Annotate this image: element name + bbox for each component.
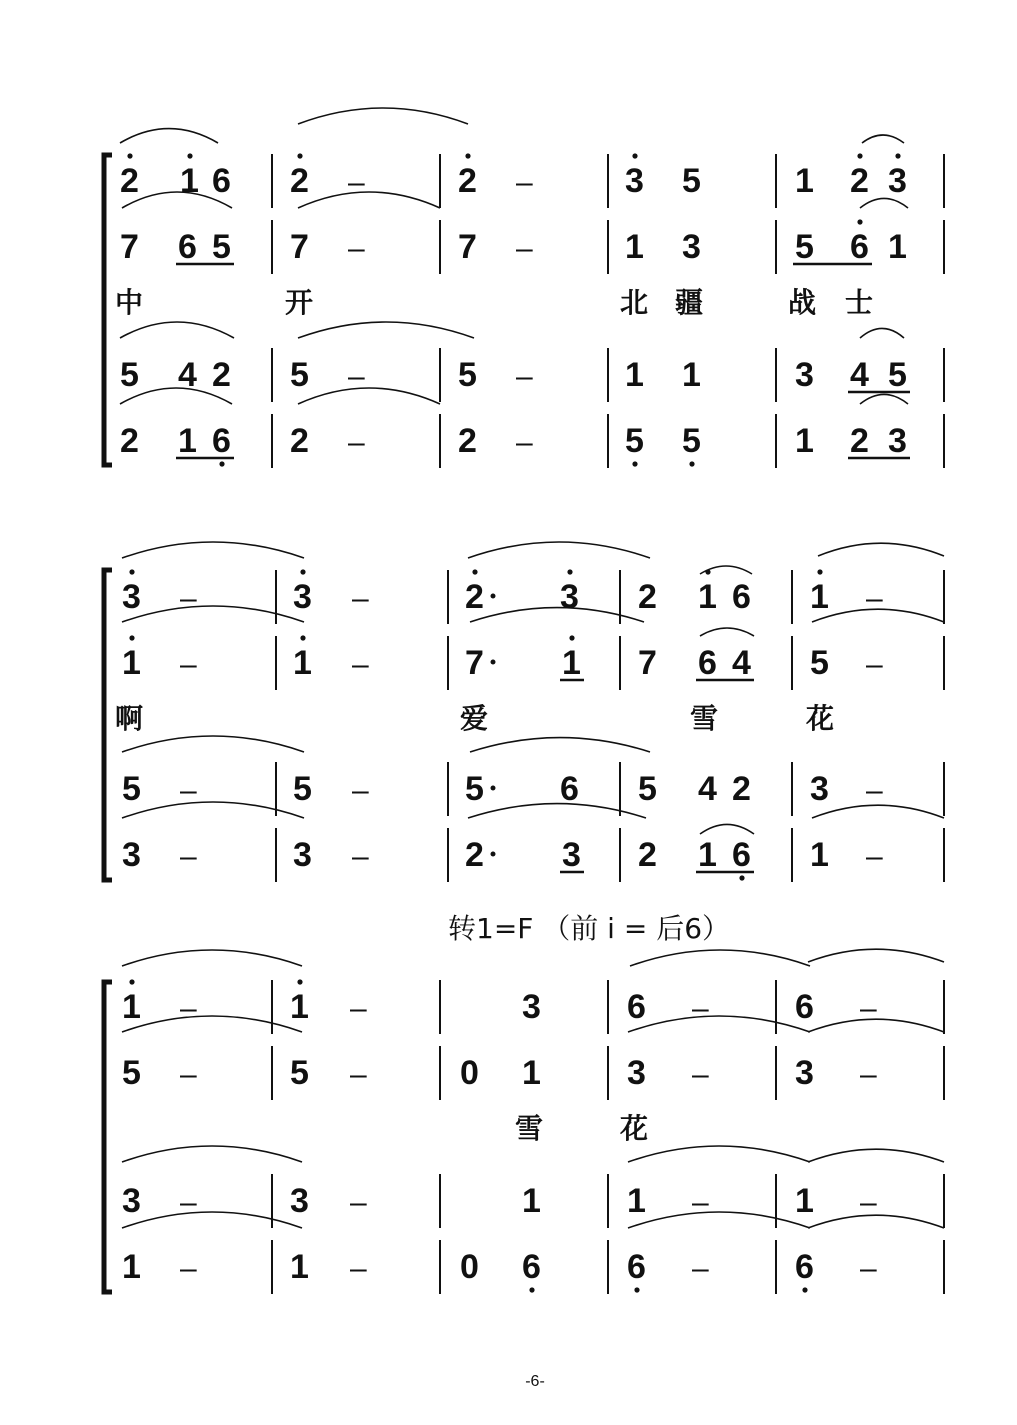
note: 1 (180, 162, 199, 200)
note: 2 (458, 422, 477, 460)
octave-dot-above (300, 635, 305, 640)
note: 3 (562, 836, 581, 874)
sustain-dash: – (866, 840, 883, 873)
note: 1 (522, 1182, 541, 1220)
octave-dot-above (567, 569, 572, 574)
note: 5 (465, 770, 484, 808)
sustain-dash: – (352, 582, 369, 615)
note: 6 (522, 1248, 541, 1286)
note: 3 (888, 422, 907, 460)
slur (808, 949, 944, 962)
note: 6 (627, 1248, 646, 1286)
note: 6 (178, 228, 197, 266)
note: 5 (638, 770, 657, 808)
note: 6 (212, 422, 231, 460)
sustain-dash: – (866, 648, 883, 681)
note: 2 (732, 770, 751, 808)
note: 1 (293, 644, 312, 682)
note: 5 (795, 228, 814, 266)
note: 5 (810, 644, 829, 682)
page-number: -6- (525, 1373, 545, 1390)
note: 1 (122, 1248, 141, 1286)
note: 4 (850, 356, 869, 394)
octave-dot-above (817, 569, 822, 574)
octave-dot-below (632, 461, 637, 466)
note: 1 (522, 1054, 541, 1092)
sustain-dash: – (516, 426, 533, 459)
octave-dot-above (129, 635, 134, 640)
note: 6 (627, 988, 646, 1026)
octave-dot-below (802, 1287, 807, 1292)
note: 7 (465, 644, 484, 682)
slur (628, 1146, 810, 1162)
sustain-dash: – (180, 1252, 197, 1285)
sustain-dash: – (352, 840, 369, 873)
note: 0 (460, 1248, 479, 1286)
octave-dot-below (529, 1287, 534, 1292)
note: 2 (212, 356, 231, 394)
octave-dot-above (857, 153, 862, 158)
slur (120, 129, 218, 143)
sustain-dash: – (860, 1252, 877, 1285)
slur (298, 108, 468, 124)
note: 6 (850, 228, 869, 266)
slur (298, 388, 440, 404)
slur (700, 824, 754, 834)
slur (812, 805, 944, 818)
note: 1 (795, 1182, 814, 1220)
note: 6 (212, 162, 231, 200)
lyric-syllable: 雪 (690, 702, 719, 735)
octave-dot-above (300, 569, 305, 574)
slur (122, 1212, 302, 1228)
note: 0 (460, 1054, 479, 1092)
sustain-dash: – (348, 232, 365, 265)
note: 6 (732, 836, 751, 874)
slur (860, 394, 908, 404)
lyric-syllable: 花 (806, 702, 835, 735)
note: 1 (795, 162, 814, 200)
note: 3 (625, 162, 644, 200)
note: 7 (290, 228, 309, 266)
note: 1 (290, 988, 309, 1026)
system-bracket (104, 982, 112, 1292)
augmentation-dot (491, 786, 496, 791)
slur (122, 736, 304, 752)
slur (122, 1016, 302, 1032)
sustain-dash: – (348, 426, 365, 459)
note: 1 (795, 422, 814, 460)
note: 3 (122, 836, 141, 874)
note: 1 (698, 836, 717, 874)
sustain-dash: – (866, 774, 883, 807)
note: 5 (293, 770, 312, 808)
sustain-dash: – (516, 232, 533, 265)
octave-dot-above (857, 219, 862, 224)
lyric-syllable: 疆 (675, 286, 704, 319)
lyric-syllable: 啊 (115, 702, 144, 735)
key-change-annotation: 转1=F （前 i = 后6） (448, 912, 731, 945)
octave-dot-above (127, 153, 132, 158)
note: 4 (732, 644, 751, 682)
note: 5 (888, 356, 907, 394)
note: 2 (465, 836, 484, 874)
lyric-syllable: 战 (788, 286, 817, 319)
note: 2 (850, 422, 869, 460)
note: 2 (120, 422, 139, 460)
sustain-dash: – (352, 648, 369, 681)
note: 3 (810, 770, 829, 808)
augmentation-dot (491, 660, 496, 665)
slur (122, 542, 304, 558)
system-2 (104, 542, 944, 882)
sustain-dash: – (350, 1252, 367, 1285)
slur (630, 950, 810, 966)
slur (628, 1212, 810, 1228)
note: 4 (698, 770, 717, 808)
note: 1 (810, 578, 829, 616)
lyric-syllable: 开 (285, 286, 314, 319)
sustain-dash: – (180, 774, 197, 807)
sustain-dash: – (516, 360, 533, 393)
slur (120, 322, 234, 338)
note: 3 (122, 578, 141, 616)
slur (470, 608, 644, 622)
slur (700, 628, 754, 636)
octave-dot-below (219, 461, 224, 466)
note: 3 (888, 162, 907, 200)
sustain-dash: – (860, 1058, 877, 1091)
note: 5 (212, 228, 231, 266)
note: 1 (810, 836, 829, 874)
system-bracket (104, 570, 112, 880)
note: 1 (627, 1182, 646, 1220)
note: 1 (122, 988, 141, 1026)
note: 4 (178, 356, 197, 394)
note: 3 (293, 836, 312, 874)
system-1 (104, 108, 944, 468)
note: 1 (178, 422, 197, 460)
sustain-dash: – (516, 166, 533, 199)
lyric-syllable: 花 (620, 1112, 649, 1145)
note: 1 (888, 228, 907, 266)
sustain-dash: – (866, 582, 883, 615)
octave-dot-above (129, 979, 134, 984)
sustain-dash: – (860, 992, 877, 1025)
note: 3 (122, 1182, 141, 1220)
note: 6 (795, 1248, 814, 1286)
sustain-dash: – (348, 360, 365, 393)
note: 3 (627, 1054, 646, 1092)
note: 3 (682, 228, 701, 266)
note: 5 (122, 1054, 141, 1092)
octave-dot-above (465, 153, 470, 158)
sustain-dash: – (350, 1186, 367, 1219)
sustain-dash: – (352, 774, 369, 807)
sustain-dash: – (180, 582, 197, 615)
sustain-dash: – (180, 1058, 197, 1091)
octave-dot-above (297, 979, 302, 984)
note: 2 (465, 578, 484, 616)
note: 6 (698, 644, 717, 682)
sustain-dash: – (180, 648, 197, 681)
note: 7 (458, 228, 477, 266)
note: 6 (732, 578, 751, 616)
octave-dot-above (129, 569, 134, 574)
octave-dot-above (187, 153, 192, 158)
note: 5 (122, 770, 141, 808)
note: 2 (458, 162, 477, 200)
note: 2 (290, 422, 309, 460)
slur (122, 950, 302, 966)
note: 2 (638, 836, 657, 874)
note: 5 (625, 422, 644, 460)
sustain-dash: – (180, 992, 197, 1025)
note: 5 (682, 162, 701, 200)
note: 3 (522, 988, 541, 1026)
octave-dot-above (297, 153, 302, 158)
note: 2 (120, 162, 139, 200)
slur (862, 135, 904, 143)
augmentation-dot (491, 594, 496, 599)
slur (298, 192, 440, 208)
slur (470, 738, 650, 752)
note: 5 (290, 356, 309, 394)
note: 3 (795, 1054, 814, 1092)
system-3 (104, 949, 944, 1294)
lyric-syllable: 雪 (515, 1112, 544, 1145)
note: 5 (120, 356, 139, 394)
slur (808, 1149, 944, 1162)
note: 7 (120, 228, 139, 266)
note: 2 (290, 162, 309, 200)
slur (818, 543, 944, 556)
sustain-dash: – (350, 992, 367, 1025)
sustain-dash: – (350, 1058, 367, 1091)
slur (628, 1016, 810, 1032)
note: 1 (625, 356, 644, 394)
note: 5 (290, 1054, 309, 1092)
slur (860, 328, 904, 338)
sustain-dash: – (692, 1058, 709, 1091)
note: 3 (290, 1182, 309, 1220)
note: 1 (562, 644, 581, 682)
octave-dot-below (689, 461, 694, 466)
octave-dot-above (569, 635, 574, 640)
augmentation-dot (491, 852, 496, 857)
note: 7 (638, 644, 657, 682)
sustain-dash: – (348, 166, 365, 199)
octave-dot-above (895, 153, 900, 158)
note: 3 (795, 356, 814, 394)
note: 1 (625, 228, 644, 266)
lyric-syllable: 爱 (460, 702, 489, 735)
score-systems (104, 108, 944, 1294)
note: 2 (638, 578, 657, 616)
note: 2 (850, 162, 869, 200)
note: 3 (293, 578, 312, 616)
lyric-syllable: 北 (620, 286, 649, 319)
note: 6 (795, 988, 814, 1026)
octave-dot-above (472, 569, 477, 574)
slur (468, 542, 650, 558)
note: 5 (458, 356, 477, 394)
sustain-dash: – (860, 1186, 877, 1219)
note: 6 (560, 770, 579, 808)
sustain-dash: – (692, 1186, 709, 1219)
system-bracket (104, 155, 112, 465)
note: 1 (682, 356, 701, 394)
octave-dot-below (739, 875, 744, 880)
sustain-dash: – (692, 992, 709, 1025)
slur (298, 322, 474, 338)
lyric-syllable: 中 (115, 286, 144, 319)
sustain-dash: – (180, 840, 197, 873)
octave-dot-above (632, 153, 637, 158)
note: 3 (560, 578, 579, 616)
lyric-syllable: 士 (845, 286, 874, 319)
sustain-dash: – (692, 1252, 709, 1285)
sustain-dash: – (180, 1186, 197, 1219)
note: 5 (682, 422, 701, 460)
octave-dot-below (634, 1287, 639, 1292)
note: 1 (122, 644, 141, 682)
note: 1 (698, 578, 717, 616)
note: 1 (290, 1248, 309, 1286)
slur (122, 1146, 302, 1162)
